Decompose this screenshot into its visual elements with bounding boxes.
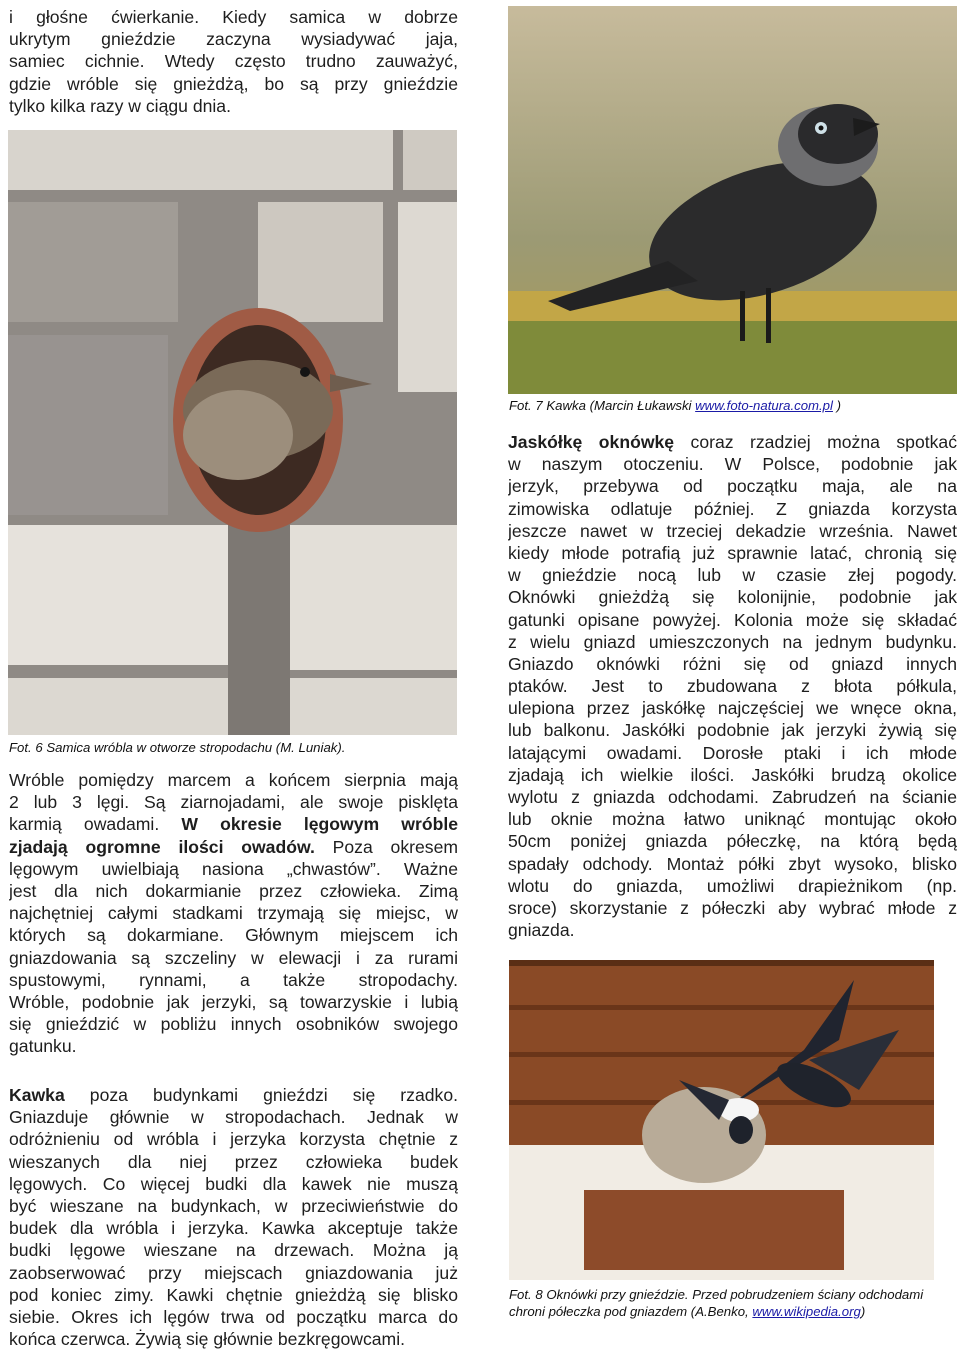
text-line: jeszcze nawet w trzeciej dekadzie września. Nawet <box>508 520 957 541</box>
bold-text: zjadają ogromne ilości owadów. <box>9 836 315 857</box>
text-line: tylko kilka razy w ciągu dnia. <box>9 95 231 116</box>
jackdaw-photo-icon <box>508 6 957 394</box>
text-line: sroce) skorzystanie z półeczki aby wybrać młode z <box>508 897 957 918</box>
text-line: kiedy młode potrafią już sprawnie latać, chronią się <box>508 542 957 563</box>
text-line: których są dokarmiane. Głównym miejscem ich <box>9 925 458 946</box>
house-martins-at-nest-photo-icon <box>509 960 934 1280</box>
text-line: w naszym otoczeniu. W Polsce, podobnie jak <box>508 454 957 475</box>
text-line: samiec cichnie. Wtedy często trudno zauważyć, <box>9 51 458 72</box>
text-line: 50cm poniżej gniazda półeczkę, na którą będą <box>508 831 957 852</box>
martin-paragraph <box>508 431 957 941</box>
text-line: jerzyk, przebywa od początku maja, ale na <box>508 476 957 497</box>
caption-line: Fot. 8 Oknówki przy gnieździe. Przed pobrudzeniem ściany odchodami <box>509 1287 924 1302</box>
text-line: z wielu gniazd umieszczonych na jednym budynku. <box>508 631 957 652</box>
text-line: Kawka poza budynkami gnieździ się rzadko. <box>9 1085 458 1105</box>
bold-text: Kawka <box>9 1085 65 1105</box>
text-line: Gniazduje głównie w stropodachach. Jednak w <box>9 1107 458 1128</box>
text-line: gatunku. <box>9 1036 77 1057</box>
text-line: zaobserwować przy miejscach gniazdowania już <box>9 1262 458 1283</box>
text-line: ulepiona przez jaskółkę najczęściej we wnęce okna, <box>508 698 957 719</box>
sparrow-paragraph <box>9 769 458 1057</box>
intro-paragraph <box>9 6 458 117</box>
photo6-caption: Fot. 6 Samica wróbla w otworze stropodachu (M. Luniak). <box>9 740 346 755</box>
text-line: gniazda. <box>508 920 575 941</box>
text-line: Gniazdo oknówki różni się od gniazd innych <box>508 653 957 674</box>
text-line: Jaskółkę oknówkę coraz rzadziej można spotkać <box>508 432 957 452</box>
jackdaw-photo <box>508 6 957 394</box>
caption-line: chroni półeczka pod gniazdem (A.Benko, www.wikipedia.org) <box>509 1304 866 1319</box>
text-line: lub balkonu. Jaskółki podobnie jak jerzyki żywią się <box>508 720 957 741</box>
foto-natura-link[interactable]: www.foto-natura.com.pl <box>695 398 833 413</box>
jackdaw-paragraph <box>9 1084 458 1350</box>
text-line: Wróble, podobnie jak jerzyki, są towarzyskie i lubią <box>9 991 458 1012</box>
text-line: odróżnieniu od wróbla i jerzyka korzysta chętnie z <box>9 1129 458 1150</box>
text-line: pod koniec zimy. Kawki chętnie gnieżdżą się blisko <box>9 1284 458 1305</box>
text-line: budki lęgowe wieszane na drzewach. Można ją <box>9 1240 458 1261</box>
text-line: wlotu do gniazda, umożliwi drapieżnikom (np. <box>508 875 957 896</box>
text-line: siebie. Okres ich lęgów trwa od początku marca do <box>9 1306 458 1327</box>
text-line: gatunki opisane powyżej. Kolonia może się składać <box>508 609 957 630</box>
text-line: spustowymi, rynnami, a także stropodachy. <box>9 969 458 990</box>
text-line: w gnieździe nocą lub w czasie złej pogody. <box>508 565 957 586</box>
text-line: wylotu z gniazda odchodami. Zabrudzeń na ścianie <box>508 787 957 807</box>
text-line: Wróble pomiędzy marcem a końcem sierpnia mają <box>9 770 458 790</box>
text-line: być wieszane na budynkach, w przeciwieństwie do <box>9 1195 458 1216</box>
text-line: zjadają ich wielkie ilości. Jaskółki brudzą okolice <box>508 764 957 785</box>
text-line: najchętniej całymi stadkami trzymają się miejsc, w <box>9 903 458 924</box>
text-line: lęgowym uwielbiają nasiona „chwastów”. Ważne <box>9 858 458 879</box>
text-line: latającymi owadami. Dorosłe ptaki i ich młode <box>508 742 957 763</box>
photo8-caption <box>509 1286 959 1320</box>
text-line: lub oknie można łatwo uniknąć montując około <box>508 809 957 830</box>
text-line: wieszanych dla niej przez człowieka budek <box>9 1151 458 1172</box>
text-line: budek dla wróbla i jerzyka. Kawka akceptuje także <box>9 1218 458 1239</box>
wikipedia-link[interactable]: www.wikipedia.org <box>752 1304 861 1319</box>
text-line: jest dla nich dokarmianie przez człowieka. Zimą <box>9 880 458 901</box>
text-line: 2 lub 3 lęgi. Są ziarnojadami, ale swoje pisklęta <box>9 792 458 813</box>
text-line: gniazdowania są szczeliny w elewacji i za rurami <box>9 947 458 968</box>
photo7-caption: Fot. 7 Kawka (Marcin Łukawski www.foto-natura.com.pl ) <box>509 398 842 413</box>
text-line: ptaków. Jest to zbudowana z błota półkula, <box>508 676 957 697</box>
sparrow-in-nest-hole-photo-icon <box>8 130 457 735</box>
bold-text: W okresie lęgowym wróble <box>181 814 458 835</box>
text-line: spadały odchody. Montaż półki zbyt wysoko, blisko <box>508 853 957 874</box>
martins-photo <box>509 960 934 1280</box>
text-line: Oknówki gnieżdżą się kolonijnie, podobnie jak <box>508 587 957 608</box>
text-line: gdzie wróble się gnieżdżą, bo są przy gnieździe <box>9 73 458 94</box>
text-line: się gnieździć w pobliżu innych osobników swojego <box>9 1014 458 1035</box>
text-line: zjadają ogromne ilości owadów. Poza okresem <box>9 836 458 857</box>
bold-text: Jaskółkę oknówkę <box>508 432 675 452</box>
text-line: lęgowych. Co więcej budki dla kawek nie muszą <box>9 1173 458 1194</box>
sparrow-photo <box>8 130 457 735</box>
text-line: zimowiska odlatuje później. Z gniazda korzysta <box>508 498 957 519</box>
text-line: końca czerwca. Żywią się głównie bezkręgowcami. <box>9 1329 406 1350</box>
text-line: karmią owadami. W okresie lęgowym wróble <box>9 814 458 835</box>
text-line: ukrytym gnieździe zaczyna wysiadywać jaja, <box>9 29 458 50</box>
text-line: i głośne ćwierkanie. Kiedy samica w dobrze <box>9 7 458 27</box>
